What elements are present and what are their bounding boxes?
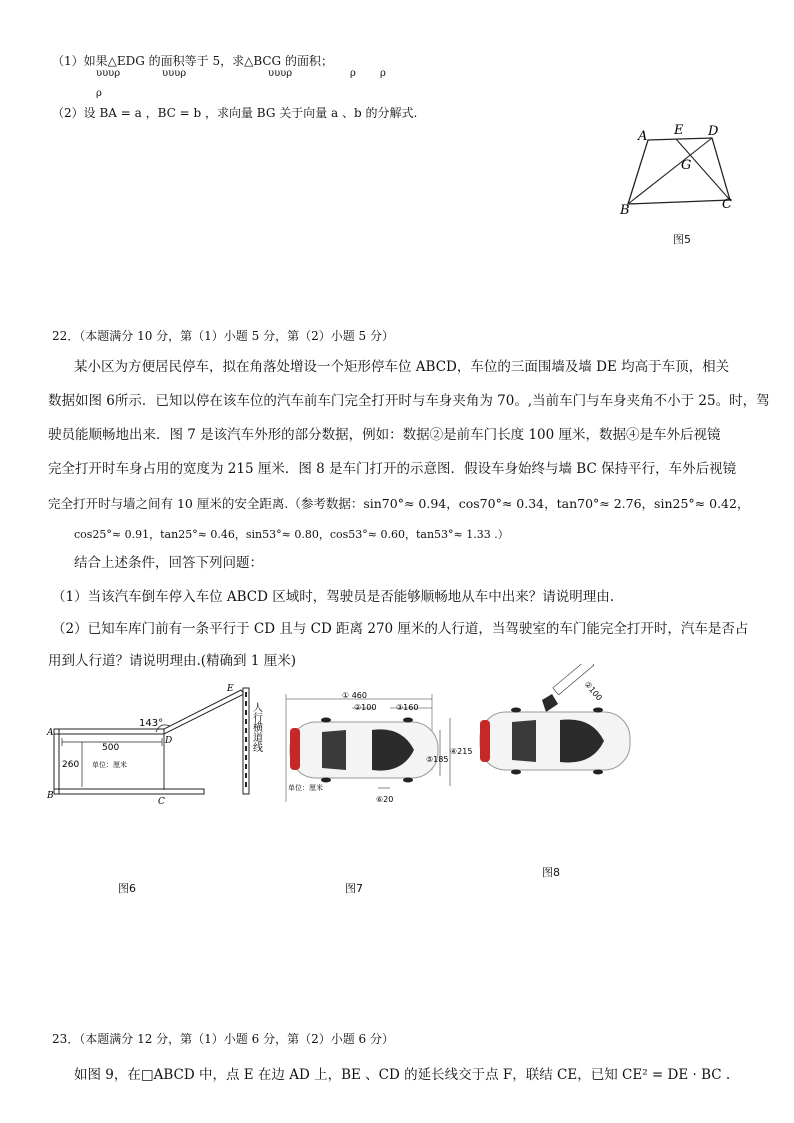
figure-7-car-dimensions (282, 690, 478, 808)
label-G: G (681, 158, 692, 173)
dimension-100-label: ②100 (354, 703, 377, 712)
garble-text: ρ (350, 68, 356, 79)
dimension-20-label: ⑥20 (376, 795, 394, 804)
q22-subquestion-1: （1）当该汽车倒车停入车位 ABCD 区域时，驾驶员是否能够顺畅地从车中出来？请说明理由. (52, 589, 615, 605)
figure-5-trapezoid (612, 118, 742, 218)
angle-143-label: 143° (139, 718, 164, 729)
garble-text: υυυρ (162, 68, 187, 79)
figure-8-car-door-open (476, 664, 636, 784)
label-C: C (158, 797, 165, 807)
dimension-215-label: ④215 (450, 747, 473, 756)
q21-part2: （2）设 BA = a ，BC = b ，求向量 BG 关于向量 a 、b 的分解式. (52, 106, 418, 120)
q22-text-line5: 完全打开时与墙之间有 10 厘米的安全距离.（参考数据：sin70°≈ 0.94，cos70°≈ 0.34，tan70°≈ 2.76，sin25°≈ 0.42， (48, 496, 750, 511)
garble-text: ρ (380, 68, 386, 79)
crosswalk-label: 人行横道线 (250, 702, 262, 752)
dimension-460-label: ① 460 (342, 691, 367, 700)
garble-text: ρ (96, 88, 102, 99)
unit-label: 单位：厘米 (288, 784, 323, 792)
q22-subquestion-2a: （2）已知车库门前有一条平行于 CD 且与 CD 距离 270 厘米的人行道，当驾驶室的车门能完全打开时，汽车是否占 (52, 621, 749, 637)
q22-subquestion-2b: 用到人行道？请说明理由.(精确到 1 厘米) (48, 653, 296, 669)
dimension-185-label: ⑤185 (426, 755, 449, 764)
length-260-label: 260 (62, 760, 80, 770)
label-A: A (638, 129, 648, 144)
q23-header: 23．（本题满分 12 分，第（1）小题 6 分，第（2）小题 6 分） (52, 1032, 394, 1046)
label-D: D (708, 124, 719, 139)
label-E: E (227, 684, 234, 694)
q21-part1: （1）如果△EDG 的面积等于 5，求△BCG 的面积； (52, 54, 333, 68)
garble-text: υυυρ (268, 68, 293, 79)
q22-text-line2: 数据如图 6所示．已知以停在该车位的汽车前车门完全打开时与车身夹角为 70。,当前车门与车身夹角不小于 25。时，驾 (48, 393, 770, 409)
dimension-160-label: ③160 (396, 703, 419, 712)
figure-6-parking-space (44, 680, 280, 810)
dimension-100-label: ②100 (582, 679, 604, 703)
unit-label: 单位：厘米 (92, 761, 127, 769)
q23-text-line1: 如图 9，在□ABCD 中，点 E 在边 AD 上，BE 、CD 的延长线交于点 F，联结 CE，已知 CE² = DE · BC . (74, 1067, 731, 1083)
figure-8-caption: 图8 (542, 866, 560, 879)
length-500-label: 500 (102, 743, 120, 753)
q22-text-line1: 某小区为方便居民停车，拟在角落处增设一个矩形停车位 ABCD，车位的三面围墙及墙 DE 均高于车顶，相关 (74, 359, 730, 375)
q22-text-line7: 结合上述条件，回答下列问题： (74, 555, 263, 571)
label-B: B (47, 791, 54, 801)
label-D: D (165, 736, 173, 746)
q22-text-line4: 完全打开时车身占用的宽度为 215 厘米．图 8 是车门打开的示意图．假设车身始终与墙 BC 保持平行，车外后视镜 (48, 461, 737, 477)
q22-header: 22．（本题满分 10 分，第（1）小题 5 分，第（2）小题 5 分） (52, 329, 394, 343)
figure-7-caption: 图7 (345, 882, 363, 895)
label-A: A (47, 728, 54, 738)
garble-text: υυυρ (96, 68, 121, 79)
label-E: E (674, 123, 684, 138)
figure-5-caption: 图5 (673, 233, 691, 246)
label-C: C (722, 197, 732, 212)
q22-text-line3: 驶员能顺畅地出来．图 7 是该汽车外形的部分数据，例如：数据②是前车门长度 100 厘米，数据④是车外后视镜 (48, 427, 721, 443)
label-B: B (620, 203, 630, 218)
figure-6-caption: 图6 (118, 882, 136, 895)
q22-text-line6: cos25°≈ 0.91，tan25°≈ 0.46，sin53°≈ 0.80，cos53°≈ 0.60，tan53°≈ 1.33 .） (74, 528, 509, 541)
